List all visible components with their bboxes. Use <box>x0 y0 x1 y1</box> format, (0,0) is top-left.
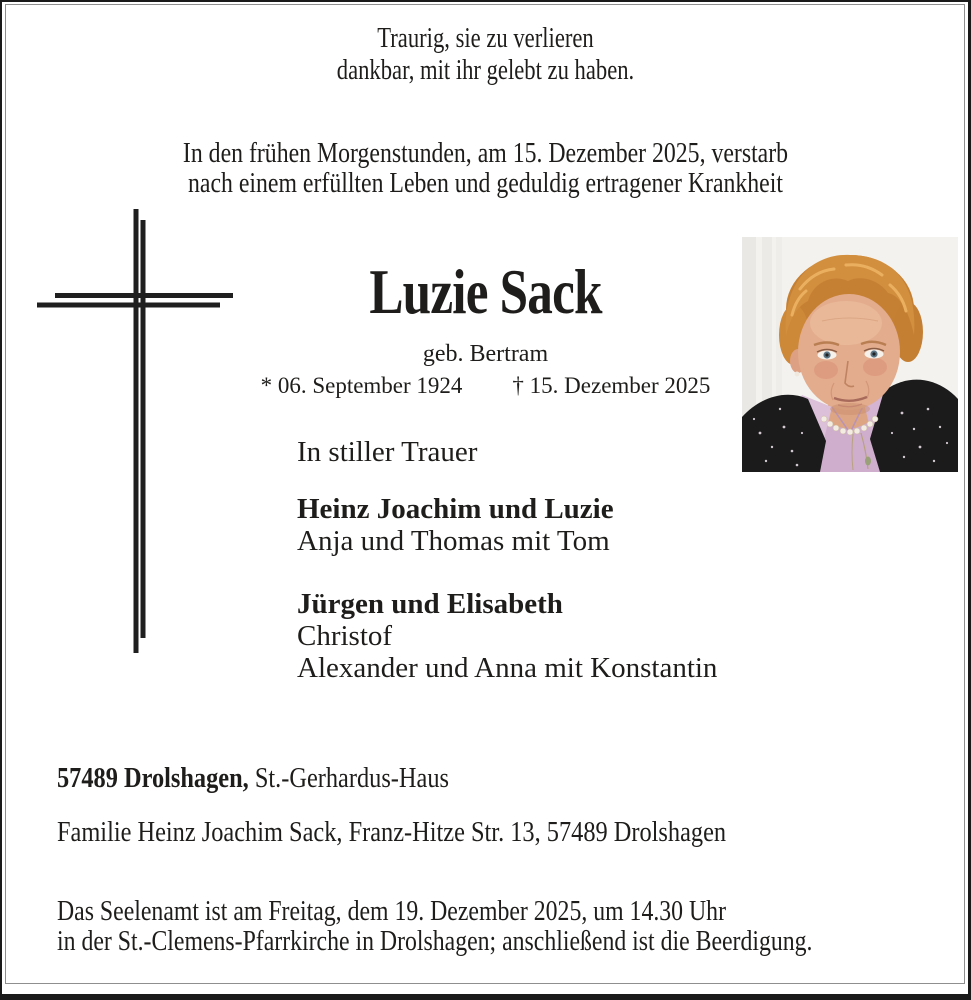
birth-date: * 06. September 1924 <box>260 373 463 398</box>
mourner-group1-line2: Anja und Thomas mit Tom <box>297 525 610 557</box>
intro-verse <box>107 22 864 86</box>
intro-verse-line-1: Traurig, sie zu verlieren <box>377 22 594 54</box>
mourning-intro: In stiller Trauer <box>297 436 478 468</box>
mourner-group2-line2: Christof <box>297 620 393 652</box>
postal-city: 57489 Drolshagen, <box>57 762 249 794</box>
mourner-group1-lead: Heinz Joachim und Luzie <box>297 493 614 525</box>
service-info-line-2: in der St.-Clemens-Pfarrkirche in Drolshagen; anschließend ist die Beerdigung. <box>57 925 813 957</box>
mourners-block <box>297 436 717 684</box>
place-name: St.-Gerhardus-Haus <box>254 762 449 794</box>
family-address: Familie Heinz Joachim Sack, Franz-Hitze Str. 13, 57489 Drolshagen <box>57 816 727 848</box>
service-info-line-1: Das Seelenamt ist am Freitag, dem 19. Dezember 2025, um 14.30 Uhr <box>57 895 726 927</box>
service-info <box>57 896 812 956</box>
intro-verse-line-2: dankbar, mit ihr gelebt zu haben. <box>336 54 635 86</box>
place-line <box>57 762 449 794</box>
maiden-name: geb. Bertram <box>422 341 549 367</box>
death-announcement-line-1: In den frühen Morgenstunden, am 15. Dezember 2025, verstarb <box>182 137 789 169</box>
mourner-group2-lead: Jürgen und Elisabeth <box>297 588 563 620</box>
mourner-group2-line3: Alexander und Anna mit Konstantin <box>297 652 718 684</box>
death-announcement-line-2: nach einem erfüllten Leben und geduldig ertragener Krankheit <box>188 167 783 199</box>
deceased-name: Luzie Sack <box>369 256 602 327</box>
death-date: † 15. Dezember 2025 <box>512 373 711 398</box>
portrait-photo <box>742 237 958 472</box>
death-announcement <box>87 138 883 198</box>
